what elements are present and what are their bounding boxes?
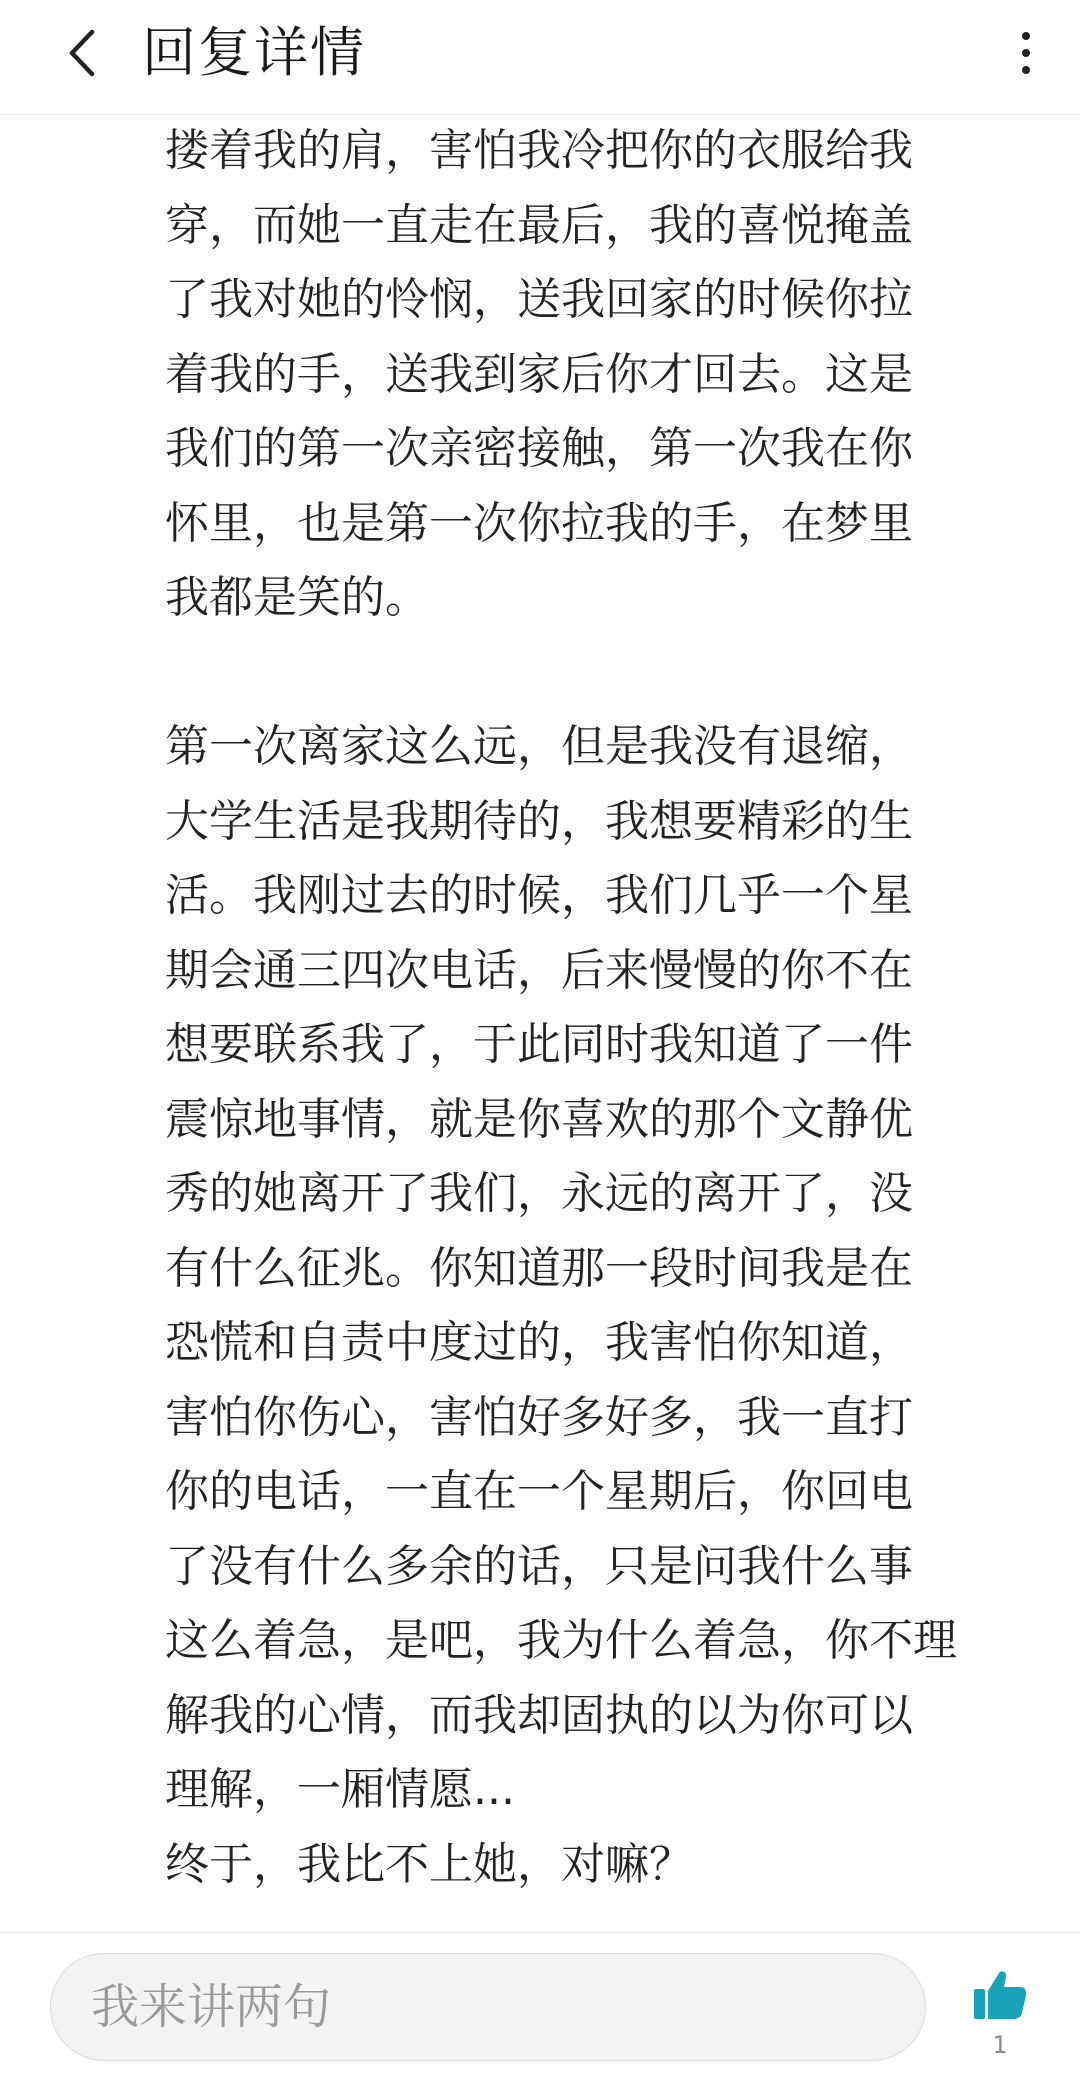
chevron-left-icon — [50, 18, 120, 88]
reply-text — [165, 114, 1015, 1902]
paragraph-gap — [165, 636, 1015, 711]
text-line: 搂着我的肩，害怕我冷把你的衣服给我 — [165, 125, 913, 176]
text-line: 我都是笑的。 — [165, 572, 429, 623]
text-line: 你的电话，一直在一个星期后，你回电 — [165, 1466, 913, 1517]
more-options-button[interactable] — [1006, 28, 1046, 78]
text-line: 穿，而她一直走在最后，我的喜悦掩盖 — [165, 199, 913, 251]
text-line: 理解，一厢情愿... — [165, 1764, 515, 1815]
reply-input[interactable]: 我来讲两句 — [50, 1953, 926, 2061]
text-line: 有什么征兆。你知道那一段时间我是在 — [165, 1242, 913, 1294]
thumbs-up-icon — [972, 1967, 1028, 2023]
more-vertical-icon — [1006, 28, 1046, 78]
text-line: 着我的手，送我到家后你才回去。这是 — [165, 348, 913, 400]
text-line: 我们的第一次亲密接触，第一次我在你 — [165, 423, 913, 474]
back-button[interactable] — [50, 18, 120, 88]
reply-content-area[interactable] — [0, 114, 1080, 1932]
text-line: 害怕你伤心，害怕好多好多，我一直打 — [165, 1391, 913, 1443]
like-count: 1 — [992, 2031, 1008, 2059]
text-line: 了没有什么多余的话，只是问我什么事 — [165, 1540, 913, 1592]
text-line: 震惊地事情，就是你喜欢的那个文静优 — [165, 1093, 913, 1145]
text-line: 秀的她离开了我们，永远的离开了，没 — [165, 1168, 913, 1219]
text-line: 活。我刚过去的时候，我们几乎一个星 — [165, 870, 913, 921]
text-line: 怀里，也是第一次你拉我的手，在梦里 — [165, 497, 913, 549]
text-line: 解我的心情，而我却固执的以为你可以 — [165, 1689, 913, 1741]
text-line: 恐慌和自责中度过的，我害怕你知道， — [165, 1317, 913, 1368]
top-bar — [0, 0, 1080, 115]
like-button[interactable] — [972, 1967, 1028, 2023]
text-line: 了我对她的怜悯，送我回家的时候你拉 — [165, 274, 913, 325]
bottom-bar — [0, 1932, 1080, 2084]
text-line: 大学生活是我期待的，我想要精彩的生 — [165, 795, 913, 847]
text-line: 这么着急，是吧，我为什么着急，你不理 — [165, 1615, 957, 1666]
text-line: 第一次离家这么远，但是我没有退缩， — [165, 721, 913, 772]
page-title: 回复详情 — [142, 21, 366, 84]
text-line: 期会通三四次电话，后来慢慢的你不在 — [165, 944, 913, 996]
text-line: 想要联系我了，于此同时我知道了一件 — [165, 1019, 913, 1070]
text-line: 终于，我比不上她，对嘛？ — [165, 1838, 693, 1890]
